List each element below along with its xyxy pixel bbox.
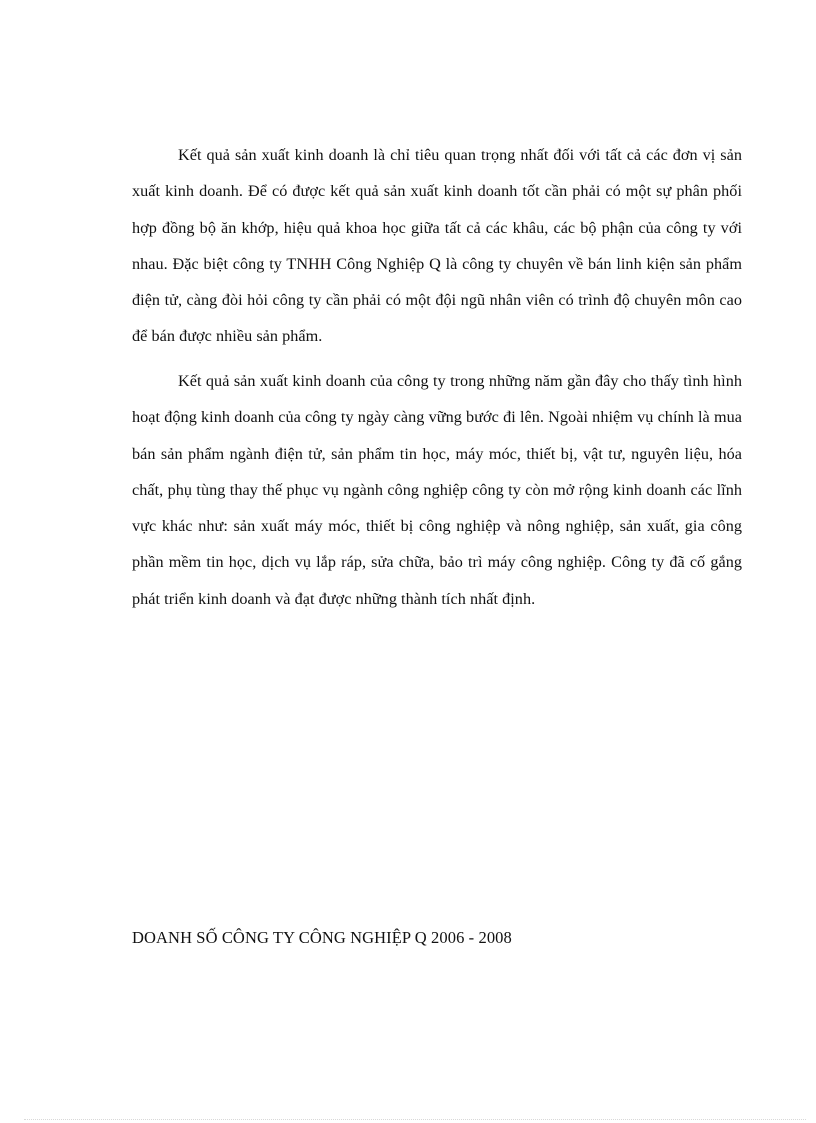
revenue-section-heading: DOANH SỐ CÔNG TY CÔNG NGHIỆP Q 2006 - 2008 [132,928,512,947]
page-bottom-divider [24,1119,806,1120]
body-paragraph-company-activities: Kết quả sản xuất kinh doanh của công ty trong những năm gần đây cho thấy tình hình hoạt động kinh doanh của công ty ngày càng vững bước đi lên. Ngoài nhiệm vụ chính là mua bán sản phẩm ngành điện tử, sản phẩm tin học, máy móc, thiết bị, vật tư, nguyên liệu, hóa chất, phụ tùng thay thế phục vụ ngành công nghiệp công ty còn mở rộng kinh doanh các lĩnh vực khác như: sản xuất máy móc, thiết bị công nghiệp và nông nghiệp, sản xuất, gia công phần mềm tin học, dịch vụ lắp ráp, sửa chữa, bảo trì máy công nghiệp. Công ty đã cố gắng phát triển kinh doanh và đạt được những thành tích nhất định. [132,372,742,608]
body-paragraph-business-results: Kết quả sản xuất kinh doanh là chỉ tiêu quan trọng nhất đối với tất cả các đơn vị sản xuất kinh doanh. Để có được kết quả sản xuất kinh doanh tốt cần phải có một sự phân phối hợp đồng bộ ăn khớp, hiệu quả khoa học giữa tất cả các khâu, các bộ phận của công ty với nhau. Đặc biệt công ty TNHH Công Nghiệp Q là công ty chuyên về bán linh kiện sản phẩm điện tử, càng đòi hỏi công ty cần phải có một đội ngũ nhân viên có trình độ chuyên môn cao để bán được nhiều sản phẩm. [132,146,742,346]
